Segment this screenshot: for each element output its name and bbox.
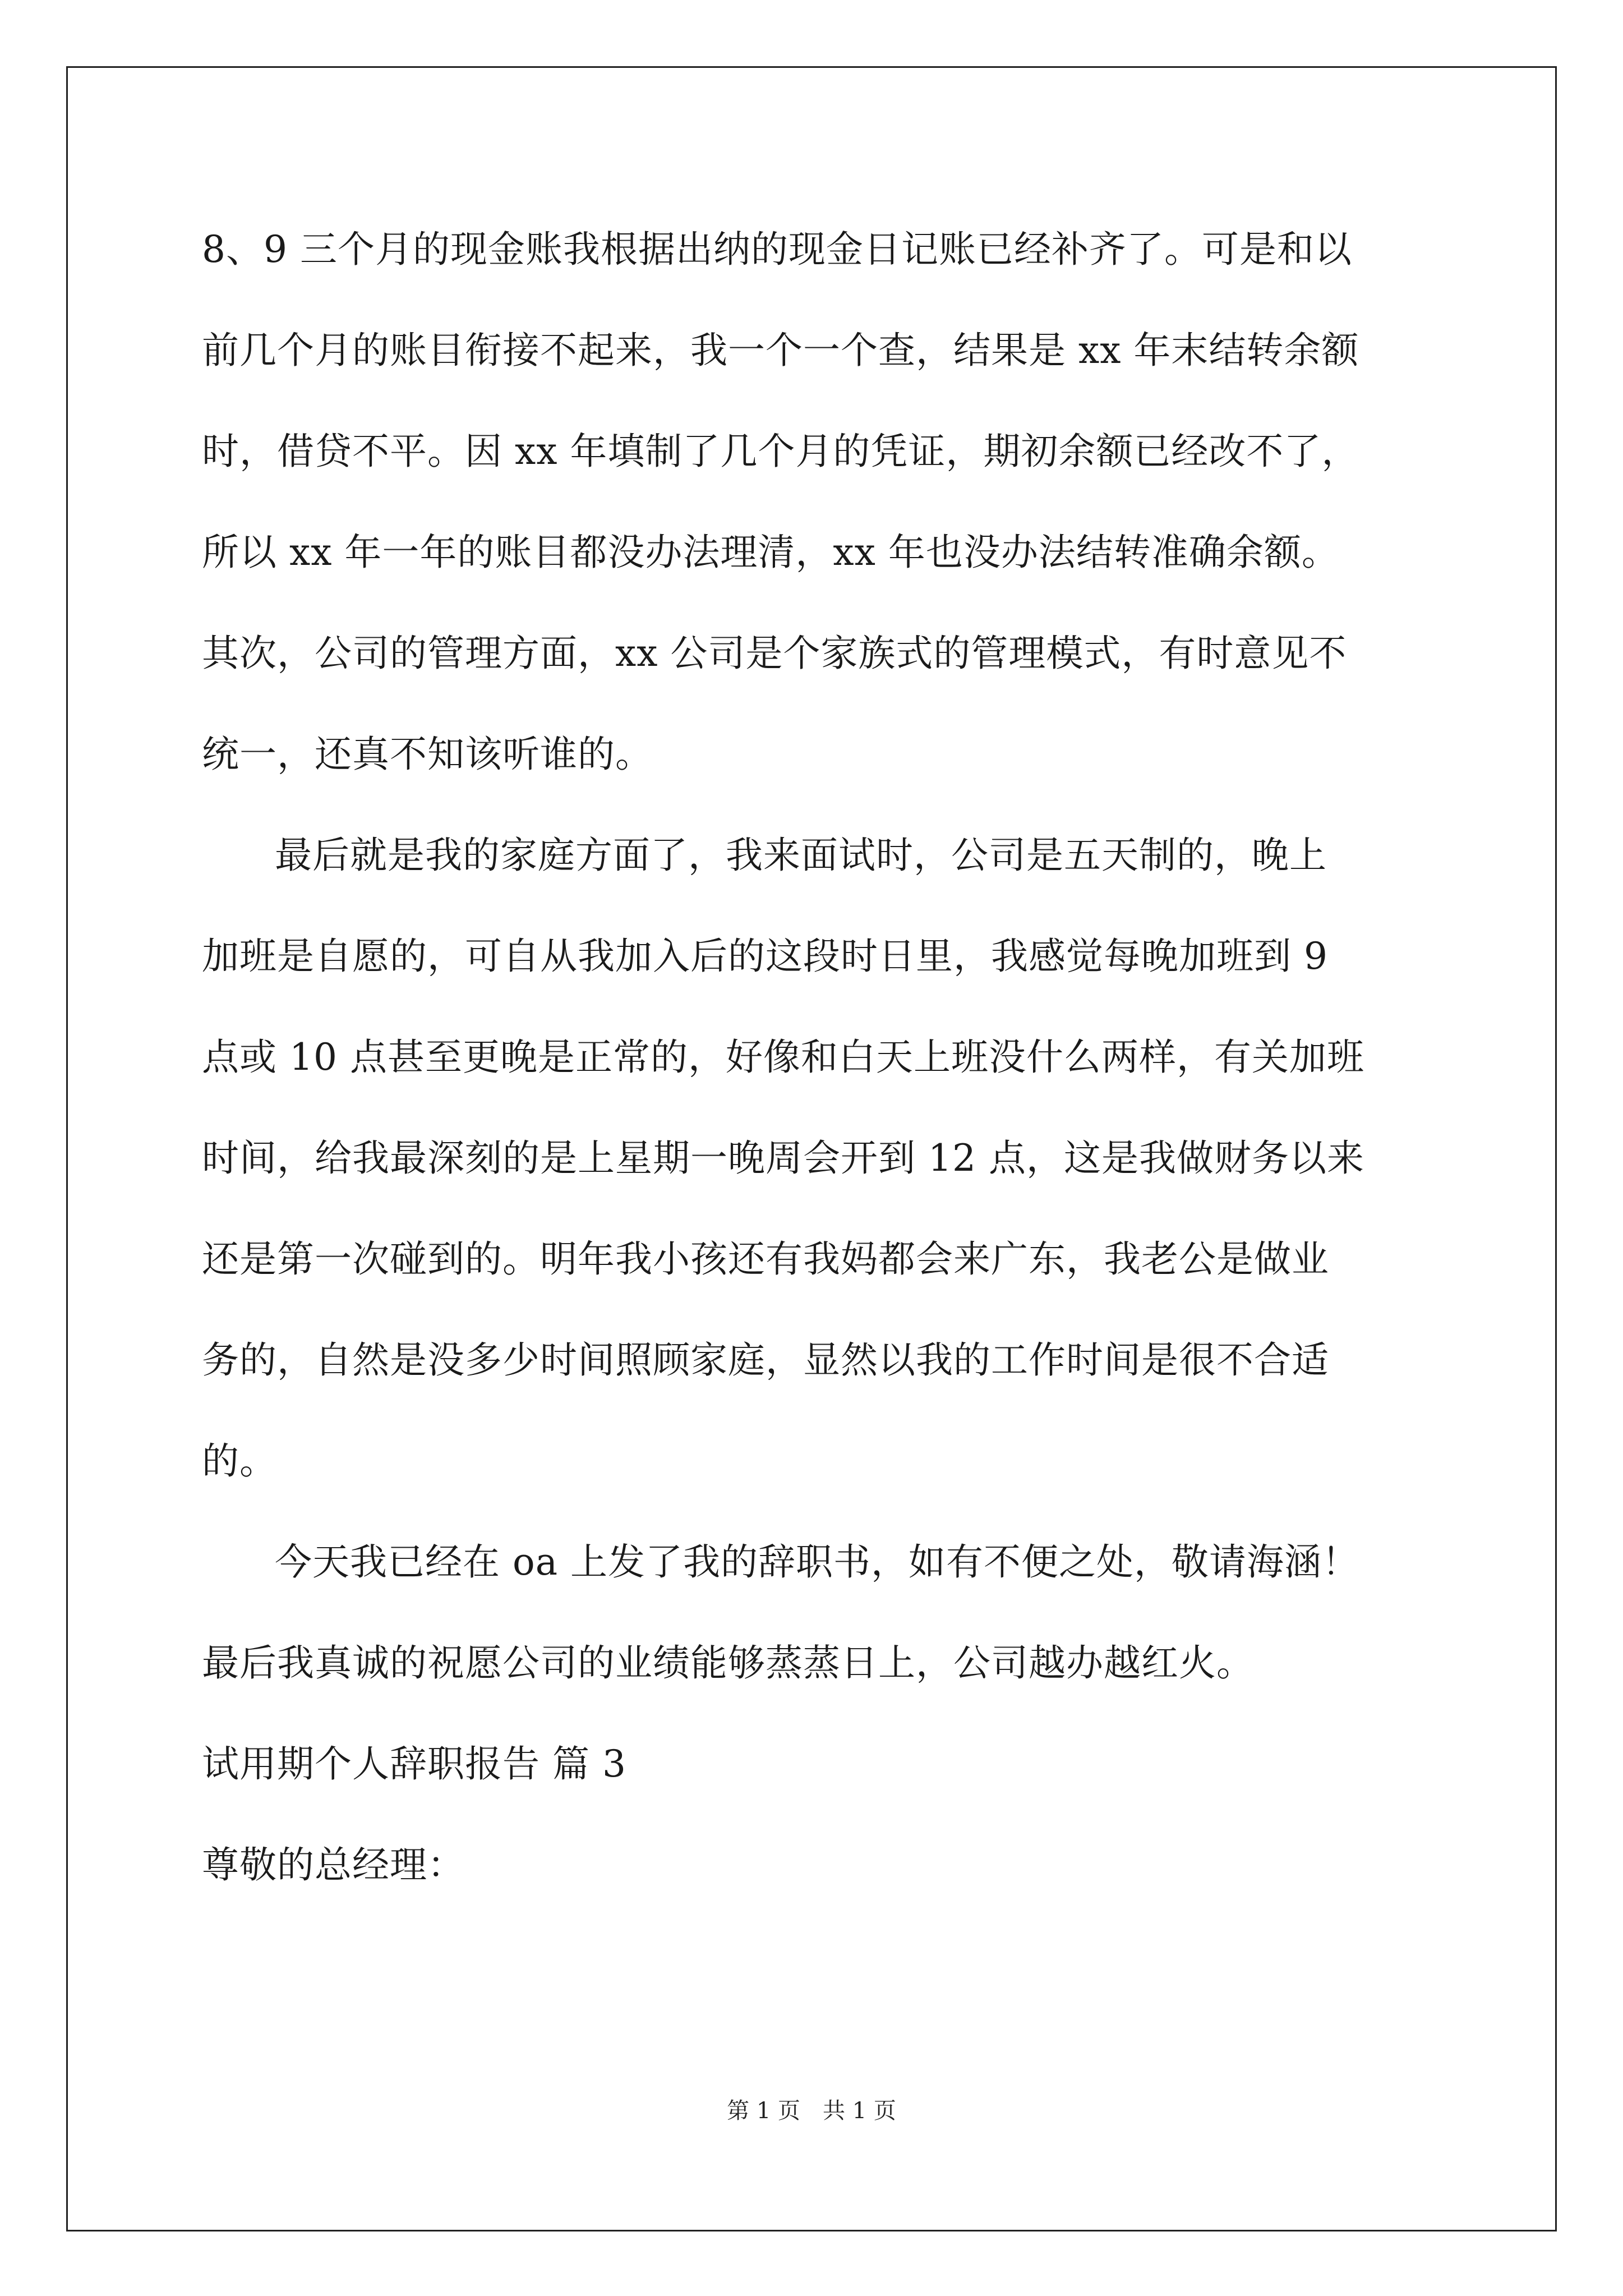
paragraph-line: 还是第一次碰到的。明年我小孩还有我妈都会来广东，我老公是做业 (202, 1237, 1329, 1281)
paragraph-line: 时间，给我最深刻的是上星期一晚周会开到 12 点，这是我做财务以来 (202, 1137, 1364, 1180)
paragraph-line: 务的，自然是没多少时间照顾家庭，显然以我的工作时间是很不合适 (202, 1338, 1329, 1382)
page-footer: 第 1 页 共 1 页 (727, 2098, 896, 2124)
paragraph-line: 时，借贷不平。因 xx 年填制了几个月的凭证，期初余额已经改不了， (202, 430, 1359, 473)
paragraph-line: 最后就是我的家庭方面了，我来面试时，公司是五天制的，晚上 (275, 834, 1327, 877)
paragraph-line: 的。 (202, 1439, 277, 1483)
paragraph-line: 最后我真诚的祝愿公司的业绩能够蒸蒸日上，公司越办越红火。 (202, 1641, 1254, 1685)
paragraph-line: 加班是自愿的，可自从我加入后的这段时日里，我感觉每晚加班到 9 (202, 935, 1328, 978)
section-heading: 试用期个人辞职报告 篇 3 (202, 1742, 626, 1786)
paragraph-line: 统一，还真不知该听谁的。 (202, 733, 653, 776)
paragraph-line: 点或 10 点甚至更晚是正常的，好像和白天上班没什么两样，有关加班 (202, 1036, 1364, 1079)
paragraph-line: 前几个月的账目衔接不起来，我一个一个查，结果是 xx 年末结转余额 (202, 329, 1359, 372)
salutation: 尊敬的总经理： (202, 1843, 465, 1887)
paragraph-line: 8、9 三个月的现金账我根据出纳的现金日记账已经补齐了。可是和以 (202, 228, 1352, 271)
paragraph-line: 所以 xx 年一年的账目都没办法理清，xx 年也没办法结转准确余额。 (202, 531, 1339, 574)
paragraph-line: 其次，公司的管理方面，xx 公司是个家族式的管理模式，有时意见不 (202, 632, 1347, 675)
paragraph-line: 今天我已经在 oa 上发了我的辞职书，如有不便之处，敬请海涵！ (275, 1540, 1360, 1584)
